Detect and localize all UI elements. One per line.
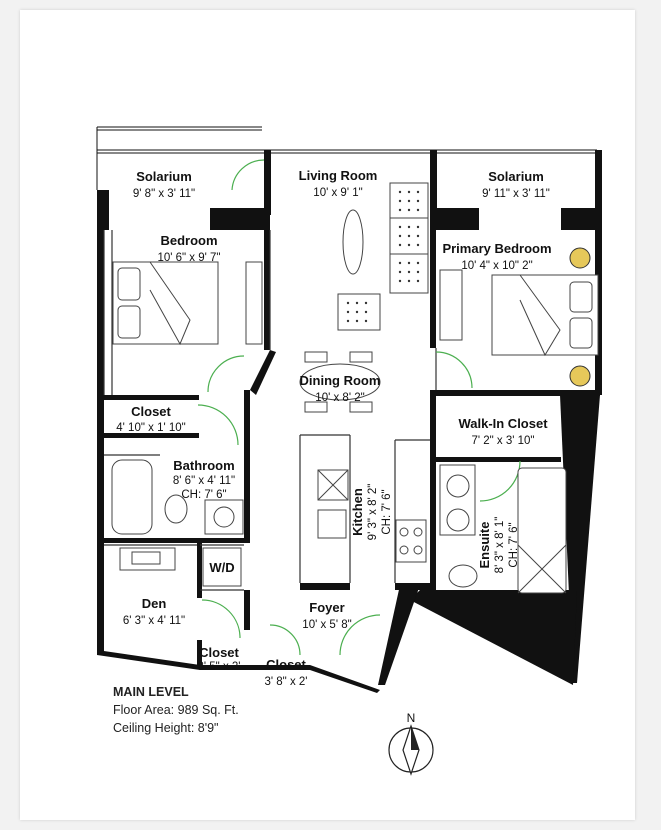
compass — [389, 711, 433, 774]
cushion-dot — [399, 244, 401, 246]
solarium-left-name: Solarium — [136, 169, 192, 184]
closet-foyer-dims: 3' 8" x 2' — [264, 676, 308, 688]
cushion-dot — [399, 235, 401, 237]
kitchen-label — [350, 484, 393, 541]
info-block — [113, 683, 239, 737]
cushion-dot — [399, 200, 401, 202]
main-level-title: MAIN LEVEL — [113, 685, 189, 699]
cushion-dot — [365, 311, 367, 313]
cushion-dot — [356, 302, 358, 304]
closet-den-name: Closet — [199, 645, 239, 660]
cushion-dot — [347, 311, 349, 313]
floor-area: Floor Area: 989 Sq. Ft. — [113, 703, 239, 717]
living-room-name: Living Room — [298, 168, 378, 183]
dining-room-dims: 10' x 8' 2" — [315, 392, 365, 404]
bedroom-name: Bedroom — [160, 233, 218, 248]
cushion-dot — [399, 226, 401, 228]
cushion-dot — [408, 209, 410, 211]
cushion-dot — [408, 200, 410, 202]
cushion-dot — [417, 262, 419, 264]
bathroom-name: Bathroom — [173, 458, 235, 473]
kitchen-dims: 9' 3" x 8' 2" — [367, 483, 379, 541]
cushion-dot — [417, 209, 419, 211]
closet-bedroom-name: Closet — [131, 404, 171, 419]
cushion-dot — [408, 226, 410, 228]
dining-room-name: Dining Room — [299, 373, 381, 388]
ensuite-label — [477, 517, 520, 574]
walk-in-closet-dims: 7' 2" x 3' 10" — [471, 435, 535, 447]
cushion-dot — [408, 262, 410, 264]
ensuite-name: Ensuite — [477, 521, 492, 569]
cushion-dot — [417, 200, 419, 202]
cushion-dot — [417, 271, 419, 273]
cushion-dot — [408, 235, 410, 237]
closet-foyer-name: Closet — [266, 657, 306, 672]
primary-bedroom-dims: 10' 4" x 10" 2" — [461, 260, 533, 272]
cushion-dot — [408, 244, 410, 246]
cushion-dot — [399, 209, 401, 211]
cushion-dot — [417, 226, 419, 228]
den-name: Den — [141, 596, 167, 611]
den-dims: 6' 3" x 4' 11" — [122, 615, 186, 627]
cushion-dot — [365, 320, 367, 322]
bathroom-ceiling: CH: 7' 6" — [181, 489, 227, 501]
cushion-dot — [399, 191, 401, 193]
cushion-dot — [417, 191, 419, 193]
foyer-dims: 10' x 5' 8" — [302, 619, 352, 631]
wd-name: W/D — [209, 560, 235, 575]
cushion-dot — [356, 311, 358, 313]
primary-bedroom-name: Primary Bedroom — [442, 241, 552, 256]
ensuite-ceiling: CH: 7' 6" — [508, 522, 520, 568]
cushion-dot — [417, 235, 419, 237]
cushion-dot — [399, 262, 401, 264]
cushion-dot — [408, 271, 410, 273]
kitchen-name: Kitchen — [350, 488, 365, 536]
solarium-left-dims: 9' 8" x 3' 11" — [132, 188, 196, 200]
cushion-dot — [399, 280, 401, 282]
bathroom-dims: 8' 6" x 4' 11" — [172, 475, 236, 487]
kitchen-ceiling: CH: 7' 6" — [381, 489, 393, 535]
ceiling-height: Ceiling Height: 8'9" — [113, 721, 219, 735]
cushion-dot — [347, 320, 349, 322]
walk-in-closet-name: Walk-In Closet — [458, 416, 548, 431]
closet-bedroom-dims: 4' 10" x 1' 10" — [116, 422, 186, 434]
cushion-dot — [356, 320, 358, 322]
foyer-name: Foyer — [309, 600, 345, 615]
cushion-dot — [417, 280, 419, 282]
cushion-dot — [347, 302, 349, 304]
cushion-dot — [399, 271, 401, 273]
cushion-dot — [365, 302, 367, 304]
closet-den-dims: 3' 5" x 2' — [197, 661, 241, 673]
cushion-dot — [408, 280, 410, 282]
ensuite-dims: 8' 3" x 8' 1" — [494, 516, 506, 574]
bedroom-dims: 10' 6" x 9' 7" — [157, 252, 221, 264]
compass-north-label: N — [406, 711, 416, 725]
cushion-dot — [408, 191, 410, 193]
solarium-right-name: Solarium — [488, 169, 544, 184]
living-room-dims: 10' x 9' 1" — [313, 187, 363, 199]
solarium-right-dims: 9' 11" x 3' 11" — [482, 188, 550, 200]
cushion-dot — [417, 244, 419, 246]
